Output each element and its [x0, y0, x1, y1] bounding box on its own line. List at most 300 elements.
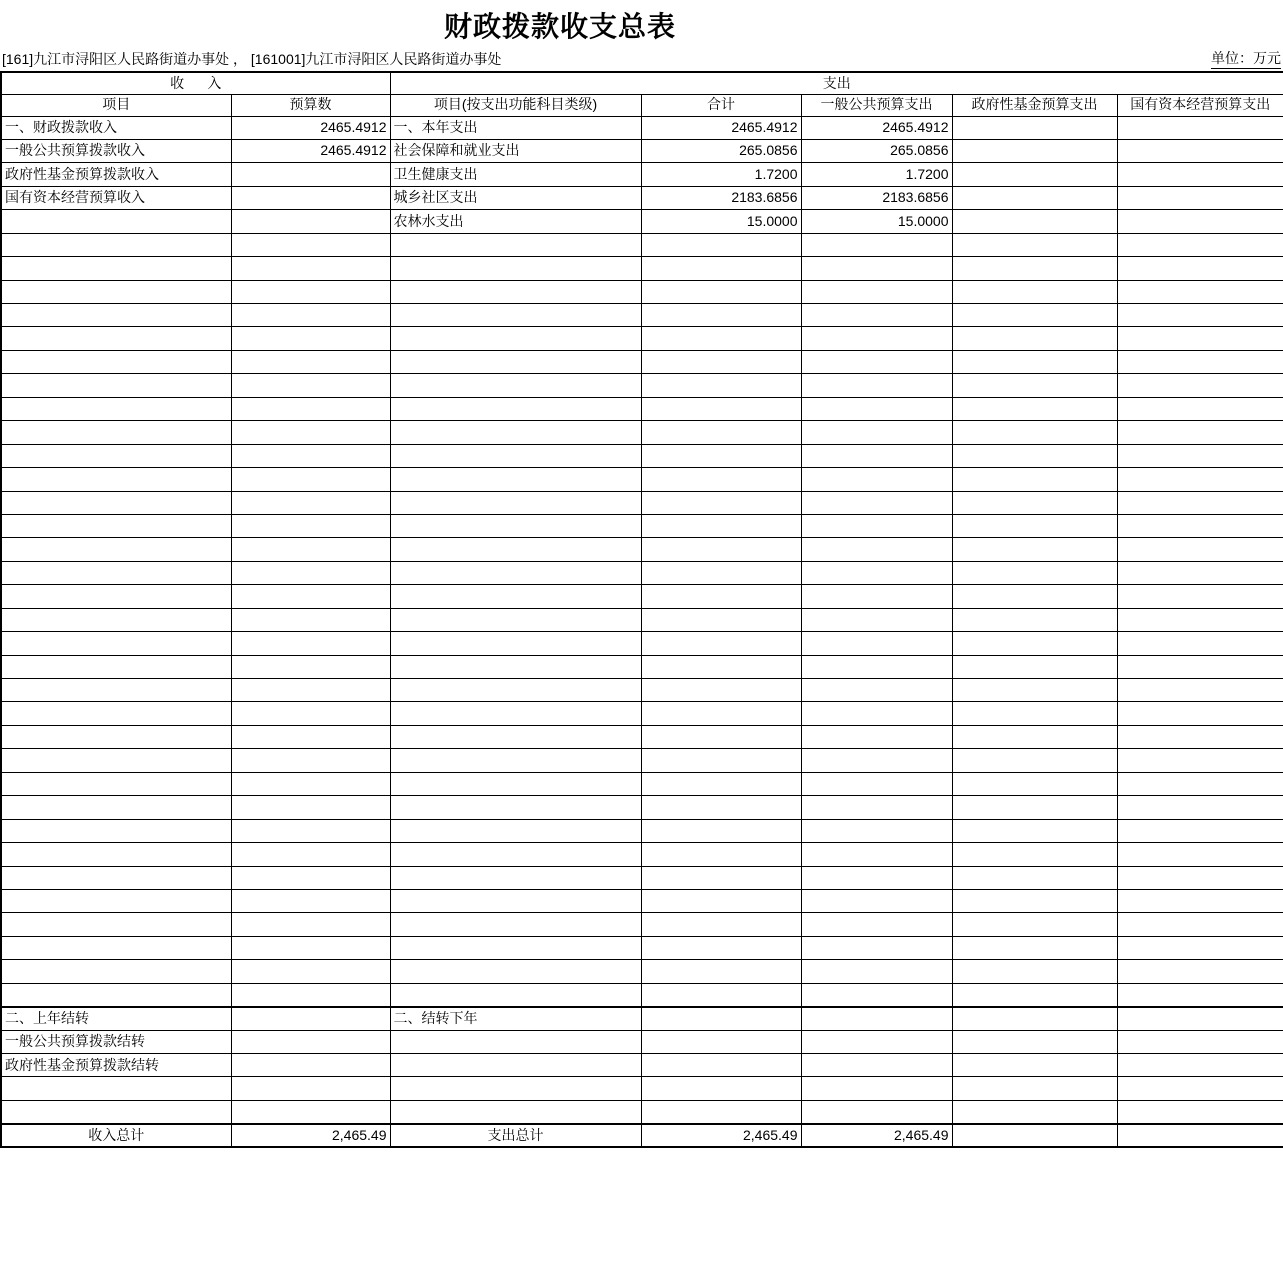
empty-cell: [390, 843, 641, 866]
unit-label: 单位：万元: [1211, 49, 1281, 69]
empty-cell: [1117, 491, 1283, 514]
empty-cell: [801, 491, 952, 514]
empty-cell: [801, 913, 952, 936]
cell: 农林水支出: [390, 210, 641, 233]
empty-cell: [1, 210, 231, 233]
cell: 2465.4912: [641, 116, 801, 139]
empty-cell: [1117, 679, 1283, 702]
table-row: [1, 866, 1283, 889]
empty-cell: [1, 233, 231, 256]
empty-cell: [1, 468, 231, 491]
empty-cell: [952, 561, 1117, 584]
empty-cell: [801, 1054, 952, 1077]
empty-cell: [801, 397, 952, 420]
empty-cell: [952, 327, 1117, 350]
empty-cell: [231, 749, 390, 772]
empty-cell: [231, 889, 390, 912]
empty-cell: [801, 749, 952, 772]
empty-cell: [1117, 655, 1283, 678]
empty-cell: [390, 374, 641, 397]
empty-cell: [390, 679, 641, 702]
empty-cell: [390, 444, 641, 467]
empty-cell: [801, 327, 952, 350]
empty-cell: [1, 491, 231, 514]
cell: 2183.6856: [801, 186, 952, 209]
empty-cell: [231, 280, 390, 303]
empty-cell: [641, 866, 801, 889]
empty-cell: [801, 936, 952, 959]
empty-cell: [641, 327, 801, 350]
empty-cell: [952, 608, 1117, 631]
empty-cell: [231, 350, 390, 373]
table-row: [1, 397, 1283, 420]
cell: 2,465.49: [231, 1124, 390, 1147]
empty-cell: [1117, 1054, 1283, 1077]
table-row: [1, 186, 1283, 209]
table-row: [1, 725, 1283, 748]
empty-cell: [1, 632, 231, 655]
empty-cell: [390, 1030, 641, 1053]
cell: 政府性基金预算拨款结转: [1, 1054, 231, 1077]
empty-cell: [231, 913, 390, 936]
column-header-income-item: 项目: [1, 94, 231, 116]
empty-cell: [231, 702, 390, 725]
empty-cell: [801, 304, 952, 327]
table-row: [1, 304, 1283, 327]
table-body: [1, 116, 1283, 1147]
empty-cell: [952, 491, 1117, 514]
empty-cell: [641, 889, 801, 912]
empty-cell: [641, 1100, 801, 1123]
empty-cell: [801, 632, 952, 655]
empty-cell: [641, 1054, 801, 1077]
empty-cell: [231, 960, 390, 983]
empty-cell: [801, 280, 952, 303]
empty-cell: [641, 936, 801, 959]
empty-cell: [1, 1077, 231, 1100]
cell: 15.0000: [641, 210, 801, 233]
empty-cell: [1117, 421, 1283, 444]
empty-cell: [641, 843, 801, 866]
empty-cell: [231, 374, 390, 397]
table-row: [1, 514, 1283, 537]
empty-cell: [1, 889, 231, 912]
table-row: [1, 655, 1283, 678]
table-row: [1, 468, 1283, 491]
empty-cell: [390, 1077, 641, 1100]
title-row: [0, 5, 1120, 45]
cell: 1.7200: [641, 163, 801, 186]
empty-cell: [1, 561, 231, 584]
empty-cell: [231, 655, 390, 678]
empty-cell: [952, 1007, 1117, 1030]
empty-cell: [952, 350, 1117, 373]
cell: 收入总计: [1, 1124, 231, 1147]
empty-cell: [952, 1030, 1117, 1053]
empty-cell: [641, 725, 801, 748]
cell: 政府性基金预算拨款收入: [1, 163, 231, 186]
empty-cell: [952, 702, 1117, 725]
empty-cell: [801, 960, 952, 983]
empty-cell: [390, 725, 641, 748]
cell: 265.0856: [641, 139, 801, 162]
income-group-header: 收 入: [1, 72, 390, 94]
empty-cell: [231, 561, 390, 584]
empty-cell: [1, 257, 231, 280]
table-row: [1, 257, 1283, 280]
empty-cell: [801, 772, 952, 795]
empty-cell: [801, 1100, 952, 1123]
empty-cell: [231, 444, 390, 467]
empty-cell: [390, 257, 641, 280]
empty-cell: [952, 1124, 1117, 1147]
empty-cell: [1117, 163, 1283, 186]
empty-cell: [1, 374, 231, 397]
empty-cell: [952, 772, 1117, 795]
empty-cell: [641, 585, 801, 608]
table-row: [1, 1007, 1283, 1030]
empty-cell: [801, 725, 952, 748]
empty-cell: [1117, 233, 1283, 256]
table-row: [1, 538, 1283, 561]
empty-cell: [390, 538, 641, 561]
empty-cell: [641, 608, 801, 631]
empty-cell: [952, 889, 1117, 912]
table-row: [1, 116, 1283, 139]
empty-cell: [1, 421, 231, 444]
empty-cell: [1117, 913, 1283, 936]
empty-cell: [952, 1100, 1117, 1123]
empty-cell: [641, 960, 801, 983]
cell: 2465.4912: [231, 116, 390, 139]
empty-cell: [1117, 632, 1283, 655]
empty-cell: [952, 280, 1117, 303]
empty-cell: [390, 632, 641, 655]
cell: 一般公共预算拨款结转: [1, 1030, 231, 1053]
empty-cell: [641, 257, 801, 280]
empty-cell: [641, 561, 801, 584]
empty-cell: [231, 304, 390, 327]
empty-cell: [952, 913, 1117, 936]
cell: 2,465.49: [641, 1124, 801, 1147]
empty-cell: [390, 655, 641, 678]
empty-cell: [952, 468, 1117, 491]
empty-cell: [641, 679, 801, 702]
empty-cell: [952, 397, 1117, 420]
empty-cell: [801, 257, 952, 280]
column-header-gov-fund: 政府性基金预算支出: [952, 94, 1117, 116]
cell: 2183.6856: [641, 186, 801, 209]
empty-cell: [390, 608, 641, 631]
table-row: [1, 1100, 1283, 1123]
empty-cell: [390, 889, 641, 912]
empty-cell: [801, 1030, 952, 1053]
empty-cell: [641, 749, 801, 772]
empty-cell: [1117, 960, 1283, 983]
empty-cell: [390, 936, 641, 959]
empty-cell: [231, 491, 390, 514]
cell: 一般公共预算拨款收入: [1, 139, 231, 162]
empty-cell: [1117, 538, 1283, 561]
table-row: [1, 632, 1283, 655]
empty-cell: [641, 983, 801, 1006]
empty-cell: [390, 561, 641, 584]
empty-cell: [390, 491, 641, 514]
empty-cell: [801, 538, 952, 561]
empty-cell: [231, 866, 390, 889]
empty-cell: [952, 257, 1117, 280]
empty-cell: [231, 796, 390, 819]
empty-cell: [952, 514, 1117, 537]
empty-cell: [1, 608, 231, 631]
empty-cell: [952, 304, 1117, 327]
empty-cell: [641, 304, 801, 327]
empty-cell: [641, 374, 801, 397]
empty-cell: [1, 913, 231, 936]
table-row: [1, 585, 1283, 608]
empty-cell: [641, 233, 801, 256]
empty-cell: [1, 960, 231, 983]
group-header-row: [1, 72, 1283, 94]
empty-cell: [231, 679, 390, 702]
cell: 一、本年支出: [390, 116, 641, 139]
empty-cell: [390, 983, 641, 1006]
empty-cell: [952, 585, 1117, 608]
empty-cell: [1117, 327, 1283, 350]
cell: 二、结转下年: [390, 1007, 641, 1030]
empty-cell: [641, 421, 801, 444]
cell: 社会保障和就业支出: [390, 139, 641, 162]
empty-cell: [231, 257, 390, 280]
empty-cell: [390, 1100, 641, 1123]
empty-cell: [1117, 866, 1283, 889]
empty-cell: [1117, 210, 1283, 233]
empty-cell: [641, 1077, 801, 1100]
empty-cell: [1, 585, 231, 608]
empty-cell: [1117, 139, 1283, 162]
empty-cell: [801, 1007, 952, 1030]
table-row: [1, 960, 1283, 983]
empty-cell: [1, 538, 231, 561]
empty-cell: [231, 772, 390, 795]
empty-cell: [641, 655, 801, 678]
empty-cell: [231, 186, 390, 209]
table-row: [1, 1054, 1283, 1077]
empty-cell: [801, 585, 952, 608]
empty-cell: [1, 819, 231, 842]
empty-cell: [952, 725, 1117, 748]
empty-cell: [231, 1054, 390, 1077]
empty-cell: [1, 514, 231, 537]
empty-cell: [1, 936, 231, 959]
empty-cell: [390, 796, 641, 819]
empty-cell: [231, 327, 390, 350]
column-header-state-capital: 国有资本经营预算支出: [1117, 94, 1283, 116]
empty-cell: [1117, 1030, 1283, 1053]
empty-cell: [641, 538, 801, 561]
empty-cell: [1, 679, 231, 702]
empty-cell: [801, 702, 952, 725]
empty-cell: [952, 538, 1117, 561]
table-row: [1, 819, 1283, 842]
empty-cell: [801, 889, 952, 912]
empty-cell: [952, 116, 1117, 139]
empty-cell: [801, 350, 952, 373]
empty-cell: [1, 1100, 231, 1123]
empty-cell: [1, 350, 231, 373]
empty-cell: [390, 327, 641, 350]
table-row: [1, 936, 1283, 959]
empty-cell: [231, 1007, 390, 1030]
empty-cell: [641, 772, 801, 795]
empty-cell: [231, 397, 390, 420]
empty-cell: [641, 1007, 801, 1030]
empty-cell: [801, 421, 952, 444]
table-row: [1, 983, 1283, 1006]
empty-cell: [1, 796, 231, 819]
empty-cell: [641, 702, 801, 725]
meta-row: [0, 50, 1283, 69]
empty-cell: [1117, 1007, 1283, 1030]
empty-cell: [952, 983, 1117, 1006]
empty-cell: [1, 983, 231, 1006]
empty-cell: [952, 655, 1117, 678]
empty-cell: [952, 374, 1117, 397]
empty-cell: [952, 796, 1117, 819]
column-header-total: 合计: [641, 94, 801, 116]
empty-cell: [1117, 397, 1283, 420]
empty-cell: [952, 163, 1117, 186]
table-row: [1, 491, 1283, 514]
empty-cell: [1117, 1077, 1283, 1100]
empty-cell: [231, 843, 390, 866]
table-row: [1, 327, 1283, 350]
empty-cell: [952, 936, 1117, 959]
empty-cell: [952, 1054, 1117, 1077]
empty-cell: [390, 304, 641, 327]
empty-cell: [1, 444, 231, 467]
column-header-expense-item: 项目(按支出功能科目类级): [390, 94, 641, 116]
empty-cell: [1117, 819, 1283, 842]
column-header-budget: 预算数: [231, 94, 390, 116]
empty-cell: [801, 444, 952, 467]
empty-cell: [231, 1077, 390, 1100]
empty-cell: [952, 632, 1117, 655]
empty-cell: [952, 960, 1117, 983]
empty-cell: [641, 397, 801, 420]
empty-cell: [1, 866, 231, 889]
empty-cell: [390, 913, 641, 936]
empty-cell: [390, 585, 641, 608]
empty-cell: [952, 186, 1117, 209]
empty-cell: [952, 866, 1117, 889]
empty-cell: [390, 421, 641, 444]
table-row: [1, 1124, 1283, 1147]
empty-cell: [801, 679, 952, 702]
empty-cell: [801, 866, 952, 889]
empty-cell: [641, 1030, 801, 1053]
empty-cell: [231, 936, 390, 959]
empty-cell: [801, 655, 952, 678]
empty-cell: [231, 514, 390, 537]
empty-cell: [390, 749, 641, 772]
empty-cell: [231, 421, 390, 444]
empty-cell: [231, 233, 390, 256]
cell: 2,465.49: [801, 1124, 952, 1147]
empty-cell: [1117, 186, 1283, 209]
empty-cell: [801, 1077, 952, 1100]
empty-cell: [952, 819, 1117, 842]
empty-cell: [641, 491, 801, 514]
empty-cell: [390, 866, 641, 889]
cell: 国有资本经营预算收入: [1, 186, 231, 209]
empty-cell: [231, 608, 390, 631]
cell: 一、财政拨款收入: [1, 116, 231, 139]
empty-cell: [1117, 1100, 1283, 1123]
table-row: [1, 210, 1283, 233]
empty-cell: [1117, 936, 1283, 959]
empty-cell: [641, 796, 801, 819]
empty-cell: [952, 210, 1117, 233]
empty-cell: [231, 819, 390, 842]
cell: 2465.4912: [801, 116, 952, 139]
empty-cell: [231, 163, 390, 186]
empty-cell: [390, 397, 641, 420]
empty-cell: [1117, 749, 1283, 772]
empty-cell: [641, 514, 801, 537]
empty-cell: [1, 772, 231, 795]
empty-cell: [641, 350, 801, 373]
cell: 城乡社区支出: [390, 186, 641, 209]
empty-cell: [1117, 350, 1283, 373]
empty-cell: [1117, 608, 1283, 631]
empty-cell: [1, 327, 231, 350]
table-row: [1, 796, 1283, 819]
table-row: [1, 1077, 1283, 1100]
expense-group-header: 支出: [390, 72, 1283, 94]
empty-cell: [1117, 444, 1283, 467]
empty-cell: [952, 1077, 1117, 1100]
cell: 卫生健康支出: [390, 163, 641, 186]
empty-cell: [1117, 843, 1283, 866]
table-row: [1, 139, 1283, 162]
empty-cell: [231, 632, 390, 655]
empty-cell: [231, 538, 390, 561]
empty-cell: [801, 561, 952, 584]
empty-cell: [801, 608, 952, 631]
empty-cell: [641, 632, 801, 655]
empty-cell: [641, 819, 801, 842]
empty-cell: [231, 1030, 390, 1053]
empty-cell: [952, 421, 1117, 444]
empty-cell: [952, 749, 1117, 772]
empty-cell: [231, 1100, 390, 1123]
cell: 1.7200: [801, 163, 952, 186]
empty-cell: [801, 233, 952, 256]
table-row: [1, 444, 1283, 467]
table-row: [1, 772, 1283, 795]
column-header-general-public: 一般公共预算支出: [801, 94, 952, 116]
empty-cell: [1117, 374, 1283, 397]
empty-cell: [1, 843, 231, 866]
empty-cell: [390, 280, 641, 303]
empty-cell: [1, 397, 231, 420]
cell: 265.0856: [801, 139, 952, 162]
empty-cell: [641, 913, 801, 936]
empty-cell: [390, 1054, 641, 1077]
empty-cell: [1117, 561, 1283, 584]
empty-cell: [1117, 1124, 1283, 1147]
